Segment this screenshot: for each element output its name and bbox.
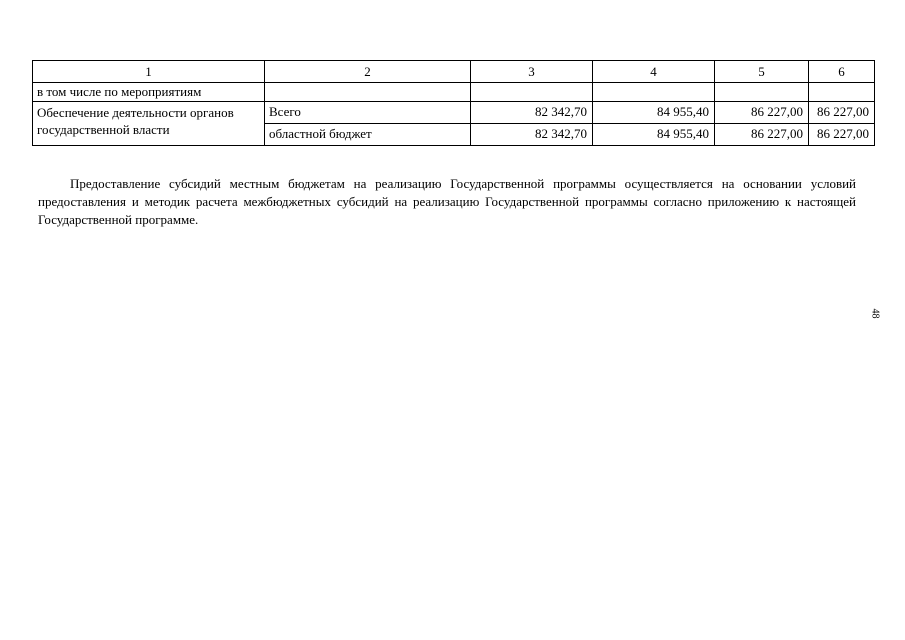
subsidy-paragraph: Предоставление субсидий местным бюджетам на реализацию Государственной программы осуществляется на основании условий предоставления и методик расчета межбюджетных субсидий на реализацию Государственной программы согласно приложению к настоящей Государственной программе. <box>38 176 856 227</box>
value-cell: 86 227,00 <box>715 124 809 146</box>
page-number: 48 <box>869 308 881 319</box>
value-cell: 82 342,70 <box>471 102 593 124</box>
column-number-6: 6 <box>809 61 875 83</box>
empty-cell <box>471 83 593 102</box>
table-header-row <box>33 61 875 83</box>
value-cell: 84 955,40 <box>593 124 715 146</box>
value-cell: 84 955,40 <box>593 102 715 124</box>
subheader-cell: в том числе по мероприятиям <box>33 83 265 102</box>
column-number-4: 4 <box>593 61 715 83</box>
column-number-2: 2 <box>265 61 471 83</box>
activity-cell: Обеспечение деятельности органов государственной власти <box>33 102 265 146</box>
column-number-1: 1 <box>33 61 265 83</box>
empty-cell <box>715 83 809 102</box>
value-cell: 86 227,00 <box>715 102 809 124</box>
value-cell: 82 342,70 <box>471 124 593 146</box>
empty-cell <box>265 83 471 102</box>
value-cell: 86 227,00 <box>809 102 875 124</box>
column-number-3: 3 <box>471 61 593 83</box>
budget-table <box>32 60 875 146</box>
empty-cell <box>593 83 715 102</box>
funding-source-cell: областной бюджет <box>265 124 471 146</box>
empty-cell <box>809 83 875 102</box>
funding-source-cell: Всего <box>265 102 471 124</box>
column-number-5: 5 <box>715 61 809 83</box>
table-row <box>33 102 875 124</box>
table-subheader-row <box>33 83 875 102</box>
value-cell: 86 227,00 <box>809 124 875 146</box>
